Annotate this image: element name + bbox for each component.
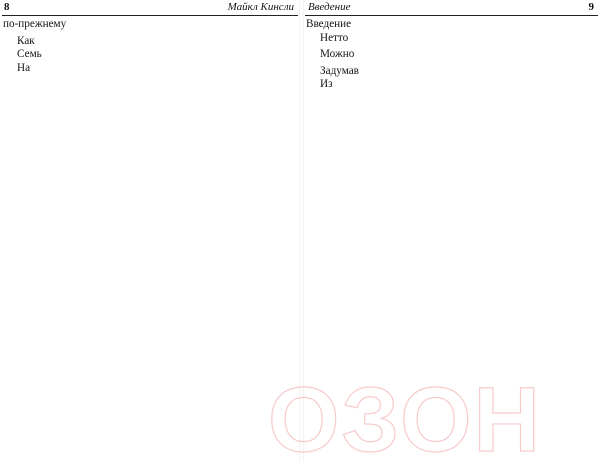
- spine-gutter: [299, 0, 304, 461]
- left-paragraph-3: Семь: [17, 48, 42, 61]
- right-page-body: [306, 18, 596, 92]
- right-running-head: Введение: [308, 1, 351, 13]
- right-page: [305, 0, 598, 461]
- right-page-header: [305, 1, 598, 14]
- left-page-number: 8: [4, 1, 10, 13]
- right-paragraph-1: Введение: [306, 18, 352, 30]
- right-paragraph-2: Нетто: [320, 31, 349, 44]
- left-running-head: Майкл Кинсли: [227, 1, 294, 13]
- ozon-watermark: ОЗОН: [268, 369, 542, 471]
- left-paragraph-1: по-прежнему: [3, 18, 67, 30]
- left-page-body: [3, 18, 296, 75]
- right-page-number: 9: [588, 1, 594, 13]
- right-paragraph-5: Из: [320, 78, 333, 91]
- right-header-rule: [305, 15, 598, 16]
- right-paragraph-3: Можно: [320, 48, 355, 61]
- left-header-rule: [2, 15, 298, 16]
- right-paragraph-4: Задумав: [320, 64, 359, 77]
- left-paragraph-2: Как: [17, 34, 35, 47]
- left-page-header: [2, 1, 298, 14]
- left-paragraph-4: На: [17, 61, 31, 74]
- left-page: [2, 0, 298, 461]
